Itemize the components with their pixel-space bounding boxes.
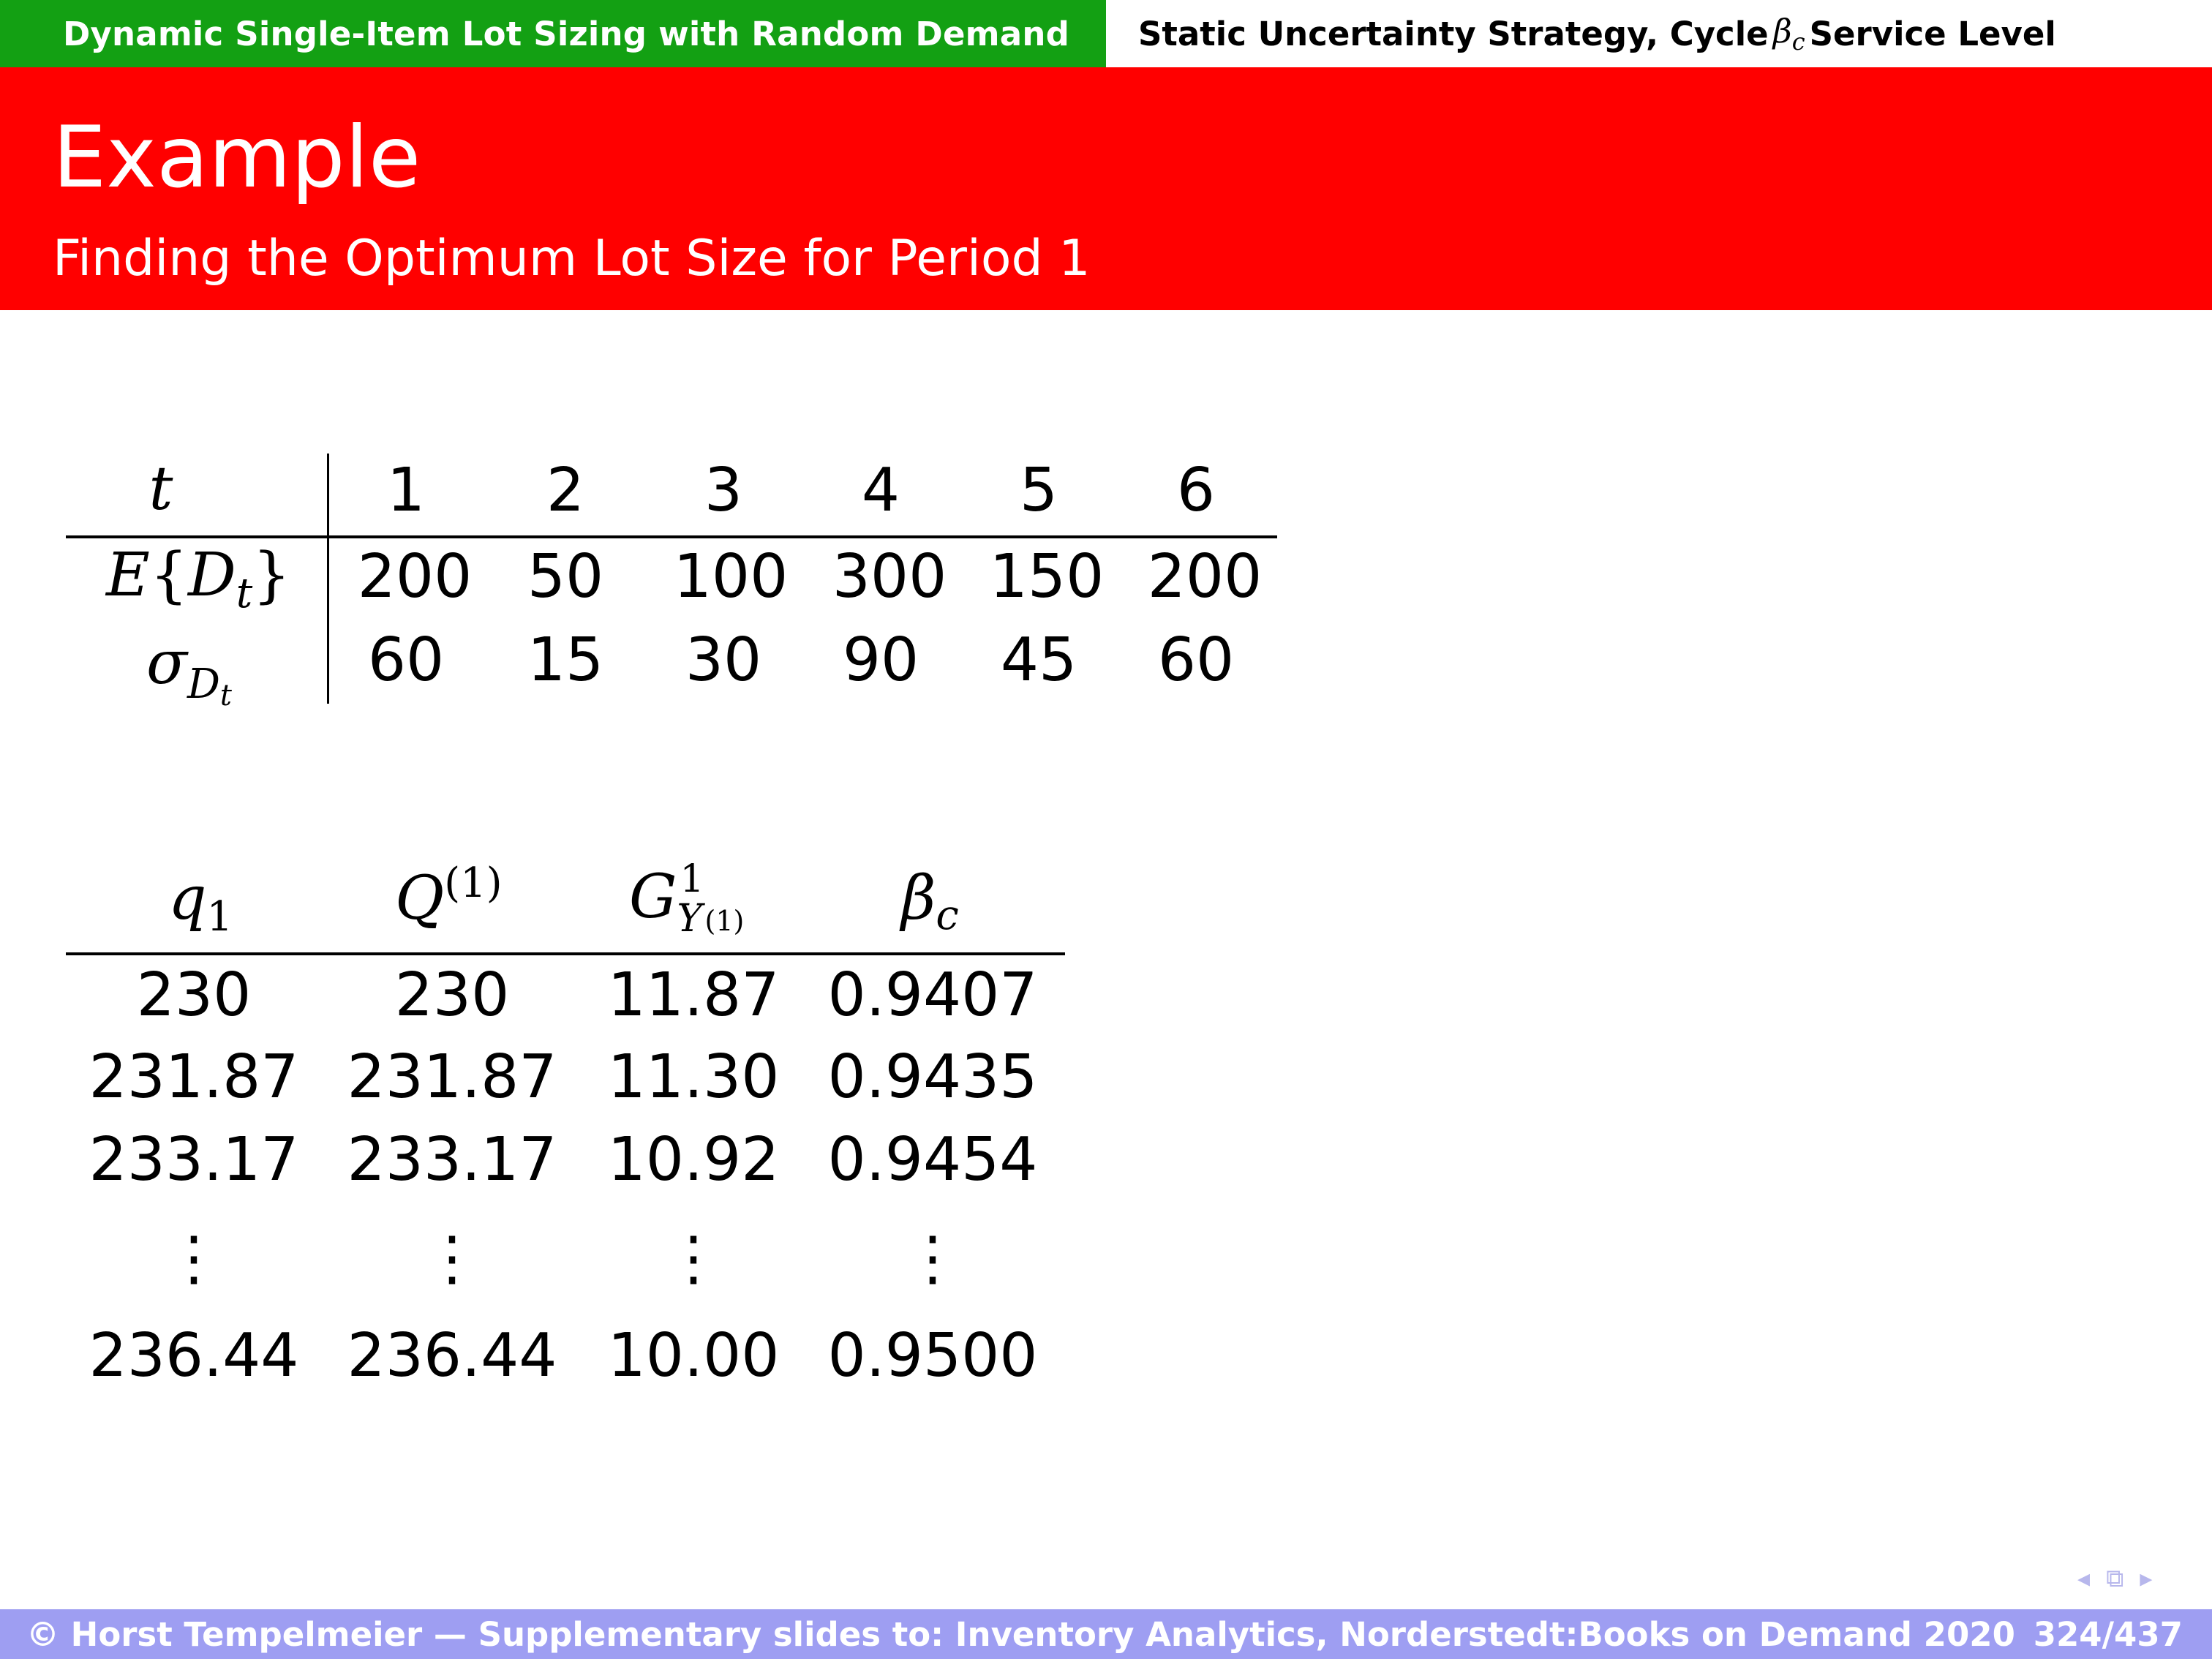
footer-credit: © Horst Tempelmeier — Supplementary slides to: Inventory Analytics, Norderstedt:Books on Demand 2020: [26, 1614, 2015, 1654]
std-dev-2: 15: [527, 625, 604, 695]
table-divider-vertical: [327, 454, 329, 704]
page-number: 324/437: [2033, 1614, 2183, 1654]
header-Q: $Q^{(1)}$: [395, 859, 503, 933]
slide-title: Example: [53, 108, 421, 207]
iteration-table-header-rule: [66, 952, 1065, 955]
table-cell: ⋮: [164, 1224, 224, 1293]
std-dev-1: 60: [367, 625, 445, 695]
table-cell: 236.44: [347, 1321, 557, 1391]
section-title-text: Dynamic Single-Item Lot Sizing with Random Demand: [62, 14, 1069, 53]
expected-demand-3: 100: [673, 542, 789, 612]
table-cell: 11.87: [607, 960, 780, 1030]
std-dev-6: 60: [1157, 625, 1235, 695]
table-cell: 230: [136, 960, 252, 1030]
row-label-expected-demand: E{Dt}: [106, 541, 291, 617]
table-cell: 0.9454: [827, 1125, 1038, 1195]
expected-demand-5: 150: [989, 542, 1105, 612]
subsection-beta-symbol: $\beta_c$: [1772, 12, 1805, 56]
subsection-title-post: Service Level: [1809, 14, 2056, 53]
header-q1: q1: [168, 864, 233, 941]
row-label-t: t: [148, 454, 173, 524]
table-divider-horizontal: [66, 535, 1277, 538]
row-label-std-dev: $\sigma_{Dt}$: [146, 628, 232, 712]
std-dev-5: 45: [1000, 625, 1077, 695]
nav-next-icon[interactable]: ▸: [2140, 1564, 2153, 1593]
expected-demand-6: 200: [1147, 542, 1263, 612]
period-2: 2: [546, 456, 585, 525]
period-1: 1: [386, 456, 426, 525]
period-6: 6: [1176, 456, 1216, 525]
expected-demand-4: 300: [832, 542, 947, 612]
slide-subtitle: Finding the Optimum Lot Size for Period 1: [53, 230, 1091, 287]
footer-bar: [0, 1609, 2212, 1659]
frame-title-bar: [0, 67, 2212, 310]
table-cell: 10.00: [607, 1321, 780, 1391]
std-dev-4: 90: [842, 625, 919, 695]
table-cell: 231.87: [89, 1042, 299, 1112]
expected-demand-1: 200: [357, 542, 473, 612]
nav-prev-icon[interactable]: ◂: [2077, 1564, 2091, 1593]
table-cell: 10.92: [607, 1125, 780, 1195]
table-cell: 0.9500: [827, 1321, 1038, 1391]
expected-demand-2: 50: [527, 542, 604, 612]
table-cell: 233.17: [89, 1125, 299, 1195]
table-cell: 0.9435: [827, 1042, 1038, 1112]
nav-frame-icon[interactable]: ⧉: [2106, 1564, 2124, 1593]
table-cell: 11.30: [607, 1042, 780, 1112]
period-5: 5: [1019, 456, 1058, 525]
table-cell: ⋮: [663, 1224, 723, 1293]
beamer-navigation: [2077, 1564, 2152, 1593]
std-dev-3: 30: [685, 625, 762, 695]
table-cell: 236.44: [89, 1321, 299, 1391]
table-cell: 231.87: [347, 1042, 557, 1112]
top-header-bar: [0, 0, 2212, 67]
header-G: G 1 Y (1): [629, 857, 745, 941]
table-cell: 233.17: [347, 1125, 557, 1195]
header-beta: βc: [901, 864, 959, 939]
table-cell: ⋮: [903, 1224, 963, 1293]
table-cell: ⋮: [422, 1224, 482, 1293]
table-cell: 0.9407: [827, 960, 1038, 1030]
subsection-title: [1106, 0, 2212, 67]
period-3: 3: [704, 456, 743, 525]
subsection-title-pre: Static Uncertainty Strategy, Cycle: [1138, 14, 1769, 53]
table-cell: 230: [394, 960, 510, 1030]
section-title: [0, 0, 1106, 67]
period-4: 4: [861, 456, 900, 525]
